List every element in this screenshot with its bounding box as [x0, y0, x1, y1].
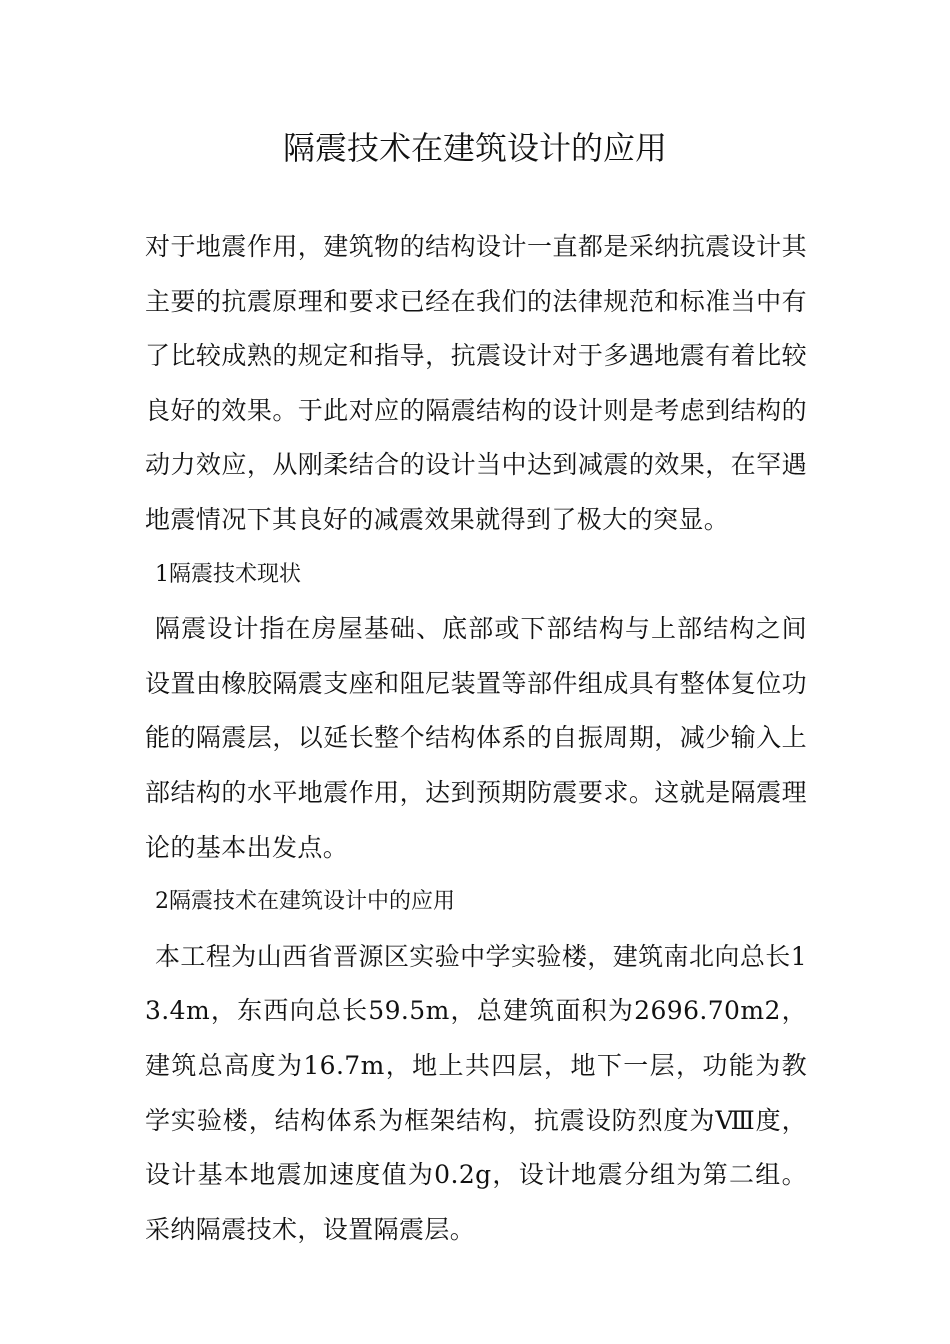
paragraph-section-1: 隔震设计指在房屋基础、底部或下部结构与上部结构之间设置由橡胶隔震支座和阻尼装置等部件组成具有整体复位功能的隔震层，以延长整个结构体系的自振周期，减少输入上部结构的水平地震作用，达到预期防震要求。这就是隔震理论的基本出发点。 — [145, 614, 807, 862]
document-title: 隔震技术在建筑设计的应用 — [282, 129, 667, 167]
section-heading-1: 1隔震技术现状 — [155, 561, 301, 587]
paragraph-section-2: 本工程为山西省晋源区实验中学实验楼，建筑南北向总长13.4m，东西向总长59.5m，总建筑面积为2696.70m2，建筑总高度为16.7m，地上共四层，地下一层，功能为教学实验楼，结构体系为框架结构，抗震设防烈度为Ⅷ度，设计基本地震加速度值为0.2g，设计地震分组为第二组。采纳隔震技术，设置隔震层。 — [145, 941, 807, 1244]
section-heading-2: 2隔震技术在建筑设计中的应用 — [155, 889, 455, 915]
paragraph-intro: 对于地震作用，建筑物的结构设计一直都是采纳抗震设计其主要的抗震原理和要求已经在我们的法律规范和标准当中有了比较成熟的规定和指导，抗震设计对于多遇地震有着比较良好的效果。于此对应的隔震结构的设计则是考虑到结构的动力效应，从刚柔结合的设计当中达到减震的效果，在罕遇地震情况下其良好的减震效果就得到了极大的突显。 — [145, 232, 807, 534]
document-body — [145, 220, 807, 1257]
